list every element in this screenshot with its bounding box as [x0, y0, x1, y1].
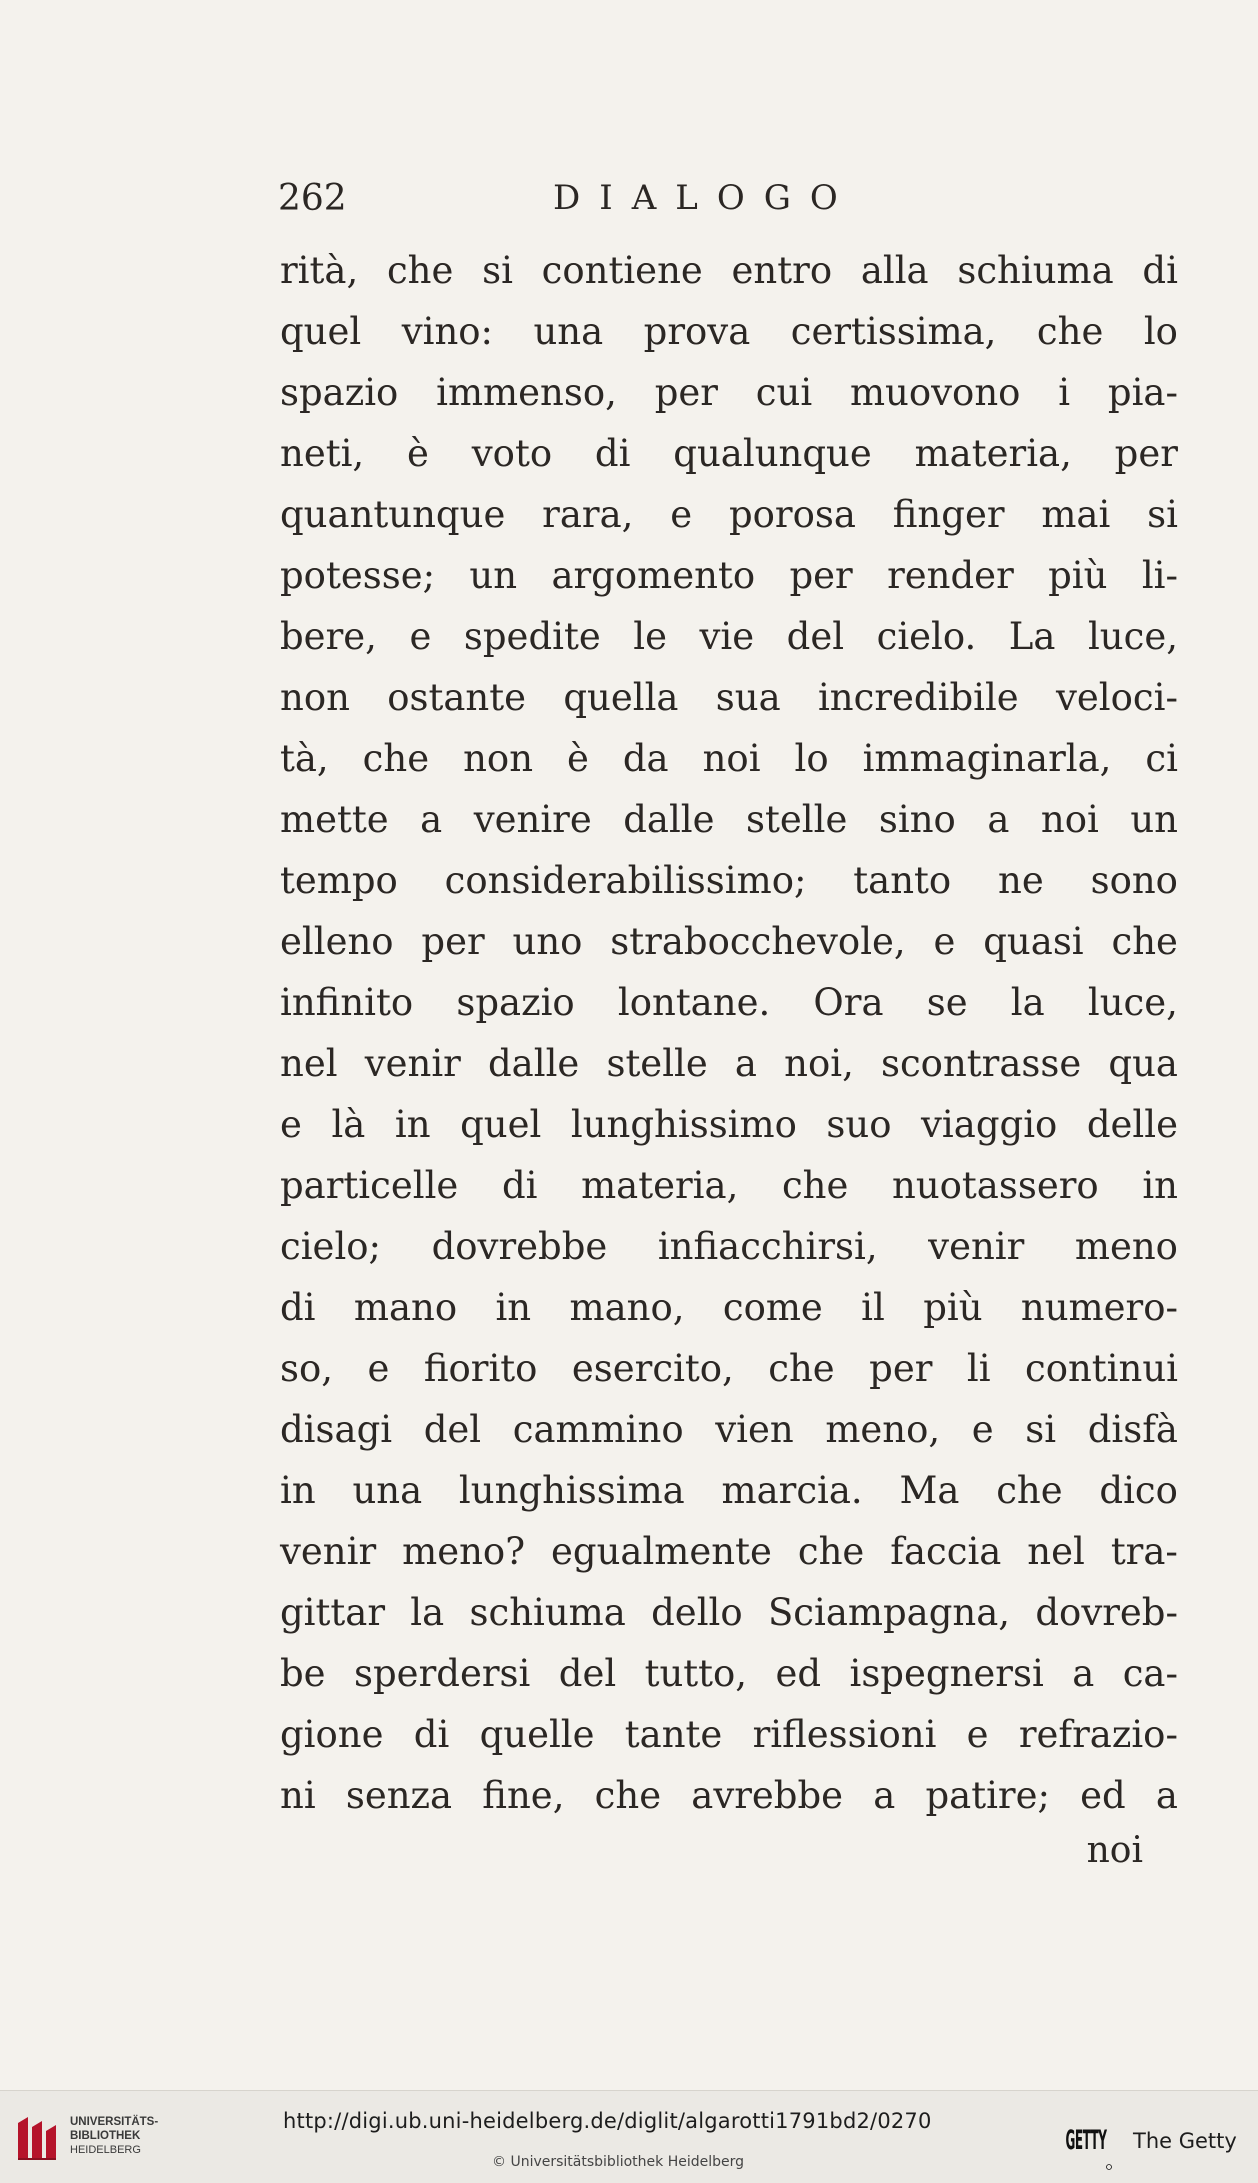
word: dalle	[623, 798, 715, 841]
word: cielo;	[280, 1225, 382, 1268]
word: ci	[1145, 737, 1178, 780]
word: i	[1058, 371, 1071, 414]
word: rara,	[542, 493, 634, 536]
word: si	[1025, 1408, 1057, 1451]
word: cielo.	[876, 615, 977, 658]
word: a	[1072, 1652, 1095, 1695]
word: materia,	[581, 1164, 739, 1207]
word: venire	[473, 798, 592, 841]
word: mano	[353, 1286, 458, 1329]
word: nel	[1027, 1530, 1085, 1573]
word: e	[280, 1103, 302, 1146]
word: dello	[651, 1591, 743, 1634]
word: là	[331, 1103, 366, 1146]
word: è	[567, 737, 589, 780]
word: quantunque	[280, 493, 506, 536]
word: spedite	[463, 615, 601, 658]
word: in	[495, 1286, 532, 1329]
word: lo	[794, 737, 829, 780]
word: meno	[1074, 1225, 1178, 1268]
word: tanto	[853, 859, 952, 902]
word: ispegnersi	[849, 1652, 1044, 1695]
word: schiuma	[957, 249, 1114, 292]
word: voto	[471, 432, 553, 475]
word: avrebbe	[691, 1774, 844, 1817]
text-line	[280, 362, 1178, 423]
word: be	[280, 1652, 326, 1695]
word: disfà	[1087, 1408, 1178, 1451]
word: neti,	[280, 432, 365, 475]
word: tra-	[1110, 1530, 1178, 1573]
word: tà,	[280, 737, 329, 780]
word: pia-	[1107, 371, 1178, 414]
word: è	[407, 432, 429, 475]
word: li	[966, 1347, 991, 1390]
word: finger	[892, 493, 1005, 536]
word: stelle	[746, 798, 848, 841]
word: so,	[280, 1347, 334, 1390]
word: vie	[699, 615, 755, 658]
word: in	[1142, 1164, 1178, 1207]
word: mai	[1041, 493, 1111, 536]
word: entro	[731, 249, 833, 292]
getty-name[interactable]: The Getty	[1133, 2129, 1237, 2153]
word: riflessioni	[752, 1713, 937, 1756]
word: in	[394, 1103, 431, 1146]
text-line	[280, 545, 1178, 606]
text-line	[280, 1277, 1178, 1338]
word: si	[482, 249, 513, 292]
word: e	[933, 920, 956, 963]
word: vino:	[401, 310, 494, 353]
word: di	[1142, 249, 1178, 292]
text-line	[280, 1338, 1178, 1399]
word: alla	[860, 249, 929, 292]
text-line	[280, 1582, 1178, 1643]
word: mano,	[569, 1286, 685, 1329]
text-line	[280, 301, 1178, 362]
word: che	[781, 1164, 849, 1207]
word: che	[594, 1774, 662, 1817]
word: sino	[878, 798, 956, 841]
word: lunghissima	[458, 1469, 685, 1512]
word: Ma	[899, 1469, 960, 1512]
word: faccia	[890, 1530, 1002, 1573]
text-line	[280, 240, 1178, 301]
word: e	[971, 1408, 994, 1451]
word: gittar	[280, 1591, 386, 1634]
word: sperdersi	[354, 1652, 531, 1695]
body-text	[280, 240, 1178, 1826]
word: che	[362, 737, 430, 780]
word: suo	[826, 1103, 892, 1146]
word: spazio	[280, 371, 399, 414]
word: cui	[755, 371, 813, 414]
word: quel	[460, 1103, 542, 1146]
text-line	[280, 789, 1178, 850]
word: porosa	[728, 493, 856, 536]
word: quella	[563, 676, 679, 719]
word: fiorito	[423, 1347, 538, 1390]
word: particelle	[280, 1164, 459, 1207]
text-line	[280, 1033, 1178, 1094]
word: una	[533, 310, 604, 353]
word: che	[797, 1530, 865, 1573]
word: venir	[280, 1530, 377, 1573]
word: nuotassero	[892, 1164, 1099, 1207]
word: e	[409, 615, 432, 658]
page-header	[278, 178, 1178, 238]
word: di	[280, 1286, 316, 1329]
copyright-notice: © Universitätsbibliothek Heidelberg	[492, 2154, 745, 2170]
text-line	[280, 1643, 1178, 1704]
library-name-line2: BIBLIOTHEK	[70, 2130, 141, 2142]
word: il	[861, 1286, 885, 1329]
text-line	[280, 1155, 1178, 1216]
text-line	[280, 1216, 1178, 1277]
word: e	[966, 1713, 989, 1756]
word: dalle	[488, 1042, 580, 1085]
word: a	[734, 1042, 757, 1085]
word: che	[386, 249, 454, 292]
word: sono	[1090, 859, 1178, 902]
word: immenso,	[436, 371, 617, 414]
word: ne	[998, 859, 1044, 902]
word: disagi	[280, 1408, 393, 1451]
word: per	[654, 371, 718, 414]
word: stelle	[606, 1042, 708, 1085]
word: certissima,	[790, 310, 997, 353]
word: contiene	[541, 249, 703, 292]
word: lo	[1143, 310, 1178, 353]
word: che	[1036, 310, 1104, 353]
word: per	[1114, 432, 1178, 475]
word: spazio	[456, 981, 575, 1024]
word: cammino	[512, 1408, 684, 1451]
word: un	[469, 554, 518, 597]
word: del	[558, 1652, 617, 1695]
word: refrazio-	[1018, 1713, 1178, 1756]
word: luce,	[1087, 981, 1178, 1024]
word: qualunque	[673, 432, 872, 475]
word: marcia.	[721, 1469, 863, 1512]
library-name-line3: HEIDELBERG	[70, 2144, 141, 2156]
text-line	[280, 484, 1178, 545]
word: infinito	[280, 981, 414, 1024]
word: delle	[1086, 1103, 1178, 1146]
getty-logo-icon[interactable]	[1060, 2105, 1112, 2171]
word: patire;	[925, 1774, 1050, 1817]
word: La	[1008, 615, 1056, 658]
page-number: 262	[278, 178, 347, 219]
word: più	[1048, 554, 1108, 597]
word: muovono	[849, 371, 1021, 414]
word: quasi	[983, 920, 1084, 963]
word: vien	[715, 1408, 794, 1451]
word: meno,	[825, 1408, 941, 1451]
word: considerabilissimo;	[444, 859, 807, 902]
word: infiacchirsi,	[657, 1225, 878, 1268]
word: del	[786, 615, 845, 658]
word: fine,	[482, 1774, 565, 1817]
text-line	[280, 1521, 1178, 1582]
word: che	[1111, 920, 1178, 963]
library-logo-icon	[14, 2113, 60, 2163]
word: meno?	[402, 1530, 526, 1573]
word: ni	[280, 1774, 316, 1817]
word: viaggio	[921, 1103, 1058, 1146]
word: argomento	[551, 554, 756, 597]
word: ed	[775, 1652, 822, 1695]
catchword: noi	[1086, 1830, 1143, 1871]
getty-mark-text: GETTY	[1065, 2124, 1107, 2156]
word: di	[501, 1164, 538, 1207]
word: a	[420, 798, 443, 841]
word: numero-	[1020, 1286, 1178, 1329]
word: immaginarla,	[862, 737, 1112, 780]
word: elleno	[280, 920, 394, 963]
word: le	[633, 615, 667, 658]
word: prova	[643, 310, 751, 353]
word: luce,	[1087, 615, 1178, 658]
word: per	[869, 1347, 933, 1390]
word: render	[887, 554, 1014, 597]
word: Ora	[813, 981, 884, 1024]
word: del	[423, 1408, 482, 1451]
word: noi	[1040, 798, 1099, 841]
word: potesse;	[280, 554, 436, 597]
text-line	[280, 1399, 1178, 1460]
word: per	[421, 920, 485, 963]
word: lunghissimo	[570, 1103, 797, 1146]
text-line	[280, 972, 1178, 1033]
university-library-logo[interactable]	[14, 2109, 164, 2169]
viewer-footer	[0, 2090, 1258, 2183]
word: veloci-	[1056, 676, 1178, 719]
library-name-line1: UNIVERSITÄTS-	[70, 2116, 159, 2128]
word: un	[1130, 798, 1178, 841]
word: che	[768, 1347, 835, 1390]
word: bere,	[280, 615, 377, 658]
word: strabocchevole,	[610, 920, 906, 963]
word: dovrebbe	[431, 1225, 608, 1268]
word: la	[410, 1591, 445, 1634]
text-line	[280, 606, 1178, 667]
permalink-url[interactable]: http://digi.ub.uni-heidelberg.de/diglit/algarotti1791bd2/0270	[283, 2109, 932, 2133]
text-line	[280, 1094, 1178, 1155]
word: ostante	[387, 676, 527, 719]
word: esercito,	[571, 1347, 734, 1390]
word: ca-	[1122, 1652, 1178, 1695]
running-title: DIALOGO	[553, 178, 857, 218]
word: si	[1147, 493, 1178, 536]
word: venir	[364, 1042, 461, 1085]
word: e	[670, 493, 693, 536]
word: la	[1010, 981, 1045, 1024]
word: come	[722, 1286, 823, 1329]
word: quel	[280, 310, 362, 353]
word: li-	[1141, 554, 1178, 597]
word: per	[789, 554, 853, 597]
word: mette	[280, 798, 389, 841]
word: quelle	[479, 1713, 595, 1756]
word: Sciampagna,	[767, 1591, 1011, 1634]
word: nel	[280, 1042, 338, 1085]
text-line	[280, 1460, 1178, 1521]
word: noi,	[784, 1042, 854, 1085]
word: continui	[1024, 1347, 1178, 1390]
word: di	[413, 1713, 450, 1756]
word: non	[280, 676, 350, 719]
word: ed	[1080, 1774, 1126, 1817]
text-line	[280, 667, 1178, 728]
word: non	[463, 737, 534, 780]
word: materia,	[914, 432, 1072, 475]
word: a	[1155, 1774, 1178, 1817]
text-line	[280, 423, 1178, 484]
text-line	[280, 911, 1178, 972]
word: sua	[715, 676, 781, 719]
text-line	[280, 1704, 1178, 1765]
word: più	[923, 1286, 983, 1329]
word: qua	[1108, 1042, 1178, 1085]
word: uno	[512, 920, 583, 963]
word: in	[280, 1469, 316, 1512]
word: a	[873, 1774, 896, 1817]
word: se	[926, 981, 968, 1024]
word: tutto,	[644, 1652, 748, 1695]
word: lontane.	[617, 981, 771, 1024]
word: rità,	[280, 249, 359, 292]
word: e	[367, 1347, 390, 1390]
word: venir	[928, 1225, 1025, 1268]
word: dovreb-	[1035, 1591, 1178, 1634]
word: schiuma	[469, 1591, 626, 1634]
text-line	[280, 1765, 1178, 1826]
word: egualmente	[551, 1530, 772, 1573]
word: tempo	[280, 859, 398, 902]
word: che	[996, 1469, 1063, 1512]
word: gione	[280, 1713, 384, 1756]
word: senza	[345, 1774, 453, 1817]
text-line	[280, 728, 1178, 789]
word: da	[622, 737, 669, 780]
word: noi	[702, 737, 761, 780]
word: tante	[624, 1713, 723, 1756]
word: una	[352, 1469, 423, 1512]
word: a	[987, 798, 1010, 841]
text-line	[280, 850, 1178, 911]
word: di	[594, 432, 631, 475]
word: incredibile	[817, 676, 1019, 719]
word: dico	[1099, 1469, 1178, 1512]
word: scontrasse	[880, 1042, 1082, 1085]
